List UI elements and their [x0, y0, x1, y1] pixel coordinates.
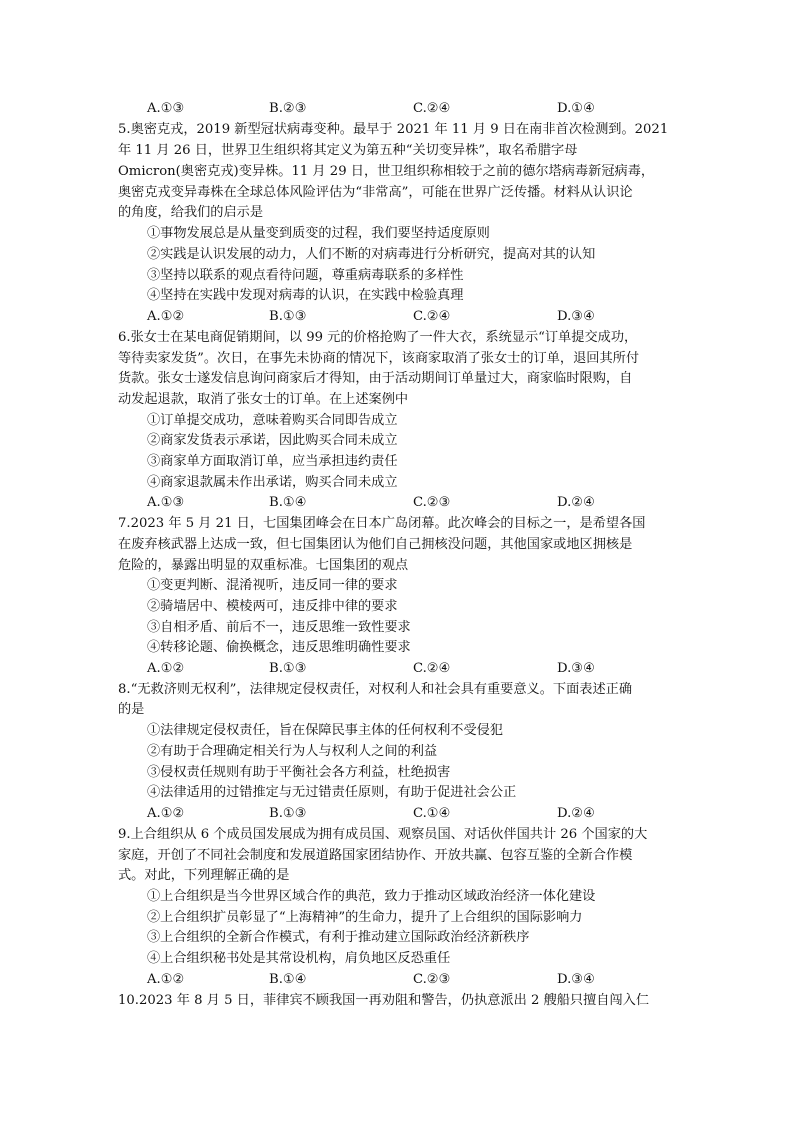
q10-stem-line: 10.2023 年 8 月 5 日，菲律宾不顾我国一再劝阻和警告，仍执意派出 2 艘船只擅自闯入仁	[118, 993, 650, 1008]
q9-stem-line: 式。对此，下列理解正确的是	[118, 868, 290, 883]
q6-stem-line: 6.张女士在某电商促销期间，以 99 元的价格抢购了一件大衣，系统显示“订单提交成功，	[118, 330, 638, 345]
q6-statement-1: ①订单提交成功，意味着购买合同即告成立	[147, 413, 398, 428]
q7-option-b[interactable]: B.①③	[269, 661, 307, 676]
q5-stem-line: 的角度，给我们的启示是	[118, 205, 264, 220]
q5-statement-1: ①事物发展总是从量变到质变的过程，我们要坚持适度原则	[147, 226, 490, 241]
q7-statement-3: ③自相矛盾、前后不一，违反思维一致性要求	[147, 620, 411, 635]
q9-stem-line: 9.上合组织从 6 个成员国发展成为拥有成员国、观察员国、对话伙伴国共计 26 个国家的大	[118, 827, 648, 842]
q7-stem-line: 在废弃核武器上达成一致，但七国集团认为他们自己拥核没问题，其他国家或地区拥核是	[118, 537, 633, 552]
q9-option-a[interactable]: A.①②	[147, 972, 185, 987]
q6-statement-4: ④商家退款属未作出承诺，购买合同未成立	[147, 475, 398, 490]
q5-options	[147, 307, 707, 328]
q5-option-b[interactable]: B.①③	[269, 309, 307, 324]
q6-statement-2: ②商家发货表示承诺，因此购买合同未成立	[147, 433, 398, 448]
q4-option-d[interactable]: D.①④	[557, 101, 595, 116]
q6-option-c[interactable]: C.②③	[413, 495, 451, 510]
q8-stem-line: 的是	[118, 702, 145, 717]
q5-option-a[interactable]: A.①②	[147, 309, 185, 324]
q5-option-d[interactable]: D.③④	[557, 309, 595, 324]
q6-option-d[interactable]: D.②④	[557, 495, 595, 510]
q9-options	[147, 970, 707, 991]
q8-option-d[interactable]: D.②④	[557, 806, 595, 821]
q7-stem-line: 7.2023 年 5 月 21 日，七国集团峰会在日本广岛闭幕。此次峰会的目标之一，是希望各国	[118, 516, 646, 531]
q9-statement-2: ②上合组织扩员彰显了“上海精神”的生命力，提升了上合组织的国际影响力	[147, 910, 583, 925]
q9-option-c[interactable]: C.②③	[413, 972, 451, 987]
q5-stem-line: 年 11 月 26 日，世界卫生组织将其定义为第五种“关切变异株”，取名希腊字母	[118, 143, 578, 158]
q5-stem-line: Omicron(奥密克戎)变异株。11 月 29 日，世卫组织称相较于之前的德尔塔病毒新冠病毒，	[118, 164, 655, 179]
q8-statement-3: ③侵权责任规则有助于平衡社会各方利益，杜绝损害	[147, 765, 451, 780]
q8-option-a[interactable]: A.①②	[147, 806, 185, 821]
q6-option-a[interactable]: A.①③	[147, 495, 185, 510]
q8-option-c[interactable]: C.①④	[413, 806, 451, 821]
q9-statement-3: ③上合组织的全新合作模式，有利于推动建立国际政治经济新秩序	[147, 930, 530, 945]
q6-stem-line: 等待卖家发货”。次日，在事先未协商的情况下，该商家取消了张女士的订单，退回其所付	[118, 351, 640, 366]
q4-option-a[interactable]: A.①③	[147, 101, 185, 116]
q8-option-b[interactable]: B.①③	[269, 806, 307, 821]
q4-option-c[interactable]: C.②④	[413, 101, 451, 116]
q7-option-a[interactable]: A.①②	[147, 661, 185, 676]
q8-options	[147, 804, 707, 825]
q7-stem-line: 危险的，暴露出明显的双重标准。七国集团的观点	[118, 558, 409, 573]
q6-statement-3: ③商家单方面取消订单，应当承担违约责任	[147, 454, 398, 469]
q5-statement-4: ④坚持在实践中发现对病毒的认识，在实践中检验真理	[147, 288, 464, 303]
q9-statement-1: ①上合组织是当今世界区域合作的典范，致力于推动区域政治经济一体化建设	[147, 889, 596, 904]
q5-stem-line: 奥密克戎变异毒株在全球总体风险评估为“非常高”，可能在世界广泛传播。材料从认识论	[118, 185, 633, 200]
q5-statement-3: ③坚持以联系的观点看待问题，尊重病毒联系的多样性	[147, 268, 464, 283]
q8-stem-line: 8.“无救济则无权利”，法律规定侵权责任，对权利人和社会具有重要意义。下面表述正确	[118, 682, 632, 697]
q7-option-c[interactable]: C.②④	[413, 661, 451, 676]
q6-stem-line: 动发起退款，取消了张女士的订单。在上述案例中	[118, 392, 409, 407]
q4-options	[147, 99, 707, 120]
q8-statement-1: ①法律规定侵权责任，旨在保障民事主体的任何权利不受侵犯	[147, 723, 504, 738]
q5-stem-line: 5.奥密克戎，2019 新型冠状病毒变种。最早于 2021 年 11 月 9 日在南非首次检测到。2021	[118, 122, 669, 137]
q7-statement-2: ②骑墙居中、模棱两可，违反排中律的要求	[147, 599, 398, 614]
q6-stem-line: 货款。张女士遂发信息询问商家后才得知，由于活动期间订单量过大，商家临时限购，自	[118, 371, 633, 386]
q7-statement-4: ④转移论题、偷换概念，违反思维明确性要求	[147, 640, 411, 655]
q4-option-b[interactable]: B.②③	[269, 101, 307, 116]
q9-option-b[interactable]: B.①④	[269, 972, 307, 987]
q9-stem-line: 家庭，开创了不同社会制度和发展道路国家团结协作、开放共赢、包容互鉴的全新合作模	[118, 848, 633, 863]
q8-statement-4: ④法律适用的过错推定与无过错责任原则，有助于促进社会公正	[147, 785, 517, 800]
q5-statement-2: ②实践是认识发展的动力，人们不断的对病毒进行分析研究，提高对其的认知	[147, 247, 596, 262]
q8-statement-2: ②有助于合理确定相关行为人与权利人之间的利益	[147, 744, 438, 759]
q6-options	[147, 493, 707, 514]
q9-option-d[interactable]: D.③④	[557, 972, 595, 987]
q7-options	[147, 659, 707, 680]
q7-option-d[interactable]: D.③④	[557, 661, 595, 676]
q5-option-c[interactable]: C.②④	[413, 309, 451, 324]
q9-statement-4: ④上合组织秘书处是其常设机构，肩负地区反恐重任	[147, 951, 451, 966]
q7-statement-1: ①变更判断、混淆视听，违反同一律的要求	[147, 578, 398, 593]
q6-option-b[interactable]: B.①④	[269, 495, 307, 510]
